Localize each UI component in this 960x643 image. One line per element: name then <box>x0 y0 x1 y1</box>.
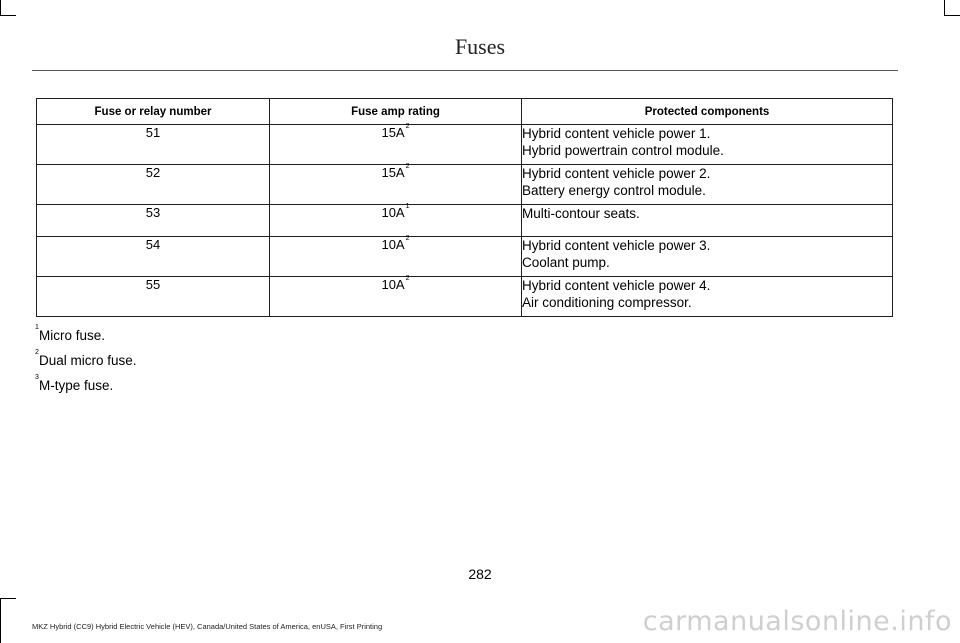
amp-rating-cell <box>270 122 522 165</box>
footnote-text: Dual micro fuse. <box>39 353 137 368</box>
page-title: Fuses <box>454 34 506 59</box>
footnote-ref: 2 <box>405 274 410 282</box>
component-line: Multi-contour seats. <box>522 206 640 221</box>
table-row <box>37 165 893 205</box>
column-header-components: Protected components <box>522 99 893 125</box>
fuse-number: 51 <box>37 125 270 165</box>
table-row <box>37 277 893 317</box>
table-row <box>37 125 893 165</box>
crop-mark-top-right-h <box>944 15 960 16</box>
crop-mark-top-left <box>0 0 1 16</box>
fuse-number: 53 <box>37 205 270 237</box>
footnotes <box>36 326 137 401</box>
component-line: Hybrid content vehicle power 4. <box>522 278 711 293</box>
component-line: Air conditioning compressor. <box>522 295 692 310</box>
fuse-number: 52 <box>37 165 270 205</box>
amp-rating: 10A <box>381 237 405 252</box>
footnote-ref: 1 <box>405 202 410 210</box>
amp-rating-cell <box>270 162 522 205</box>
footnote <box>36 351 137 376</box>
footnote <box>36 326 137 351</box>
amp-rating-cell <box>270 202 522 237</box>
footnote-ref: 2 <box>405 162 410 170</box>
footnote-mark: 2 <box>35 349 39 356</box>
component-line: Coolant pump. <box>522 255 610 270</box>
title-divider <box>32 70 898 71</box>
footnote <box>36 376 137 401</box>
protected-components <box>522 277 893 317</box>
protected-components <box>522 205 893 237</box>
table-header-row <box>37 99 893 125</box>
footnote-text: Micro fuse. <box>39 328 106 343</box>
crop-mark-top-left-h <box>0 15 16 16</box>
column-header-number: Fuse or relay number <box>37 99 270 125</box>
crop-mark-bottom-left <box>0 598 1 643</box>
page-number: 282 <box>468 566 492 582</box>
protected-components <box>522 125 893 165</box>
watermark: carmanualsonline.info <box>642 606 952 637</box>
footnote-ref: 2 <box>405 122 410 130</box>
footnote-mark: 1 <box>35 324 39 331</box>
component-line: Hybrid content vehicle power 2. <box>522 166 711 181</box>
table-row <box>37 205 893 237</box>
column-header-amp: Fuse amp rating <box>270 99 522 125</box>
table-row <box>37 237 893 277</box>
fuse-number: 55 <box>37 277 270 317</box>
amp-rating-cell <box>270 234 522 277</box>
amp-rating: 15A <box>381 125 405 140</box>
document-footer: MKZ Hybrid (CC9) Hybrid Electric Vehicle (HEV), Canada/United States of America, enUSA, First Printing <box>32 622 383 631</box>
component-line: Hybrid powertrain control module. <box>522 143 724 158</box>
protected-components <box>522 237 893 277</box>
component-line: Battery energy control module. <box>522 183 706 198</box>
fuse-table <box>36 98 893 317</box>
component-line: Hybrid content vehicle power 3. <box>522 238 711 253</box>
amp-rating-cell <box>270 274 522 317</box>
footnote-mark: 3 <box>35 374 39 381</box>
component-line: Hybrid content vehicle power 1. <box>522 126 711 141</box>
protected-components <box>522 165 893 205</box>
crop-mark-top-right <box>944 0 945 16</box>
fuse-number: 54 <box>37 237 270 277</box>
crop-mark-bottom-left-h <box>0 598 16 599</box>
amp-rating: 10A <box>381 205 405 220</box>
amp-rating: 15A <box>381 165 405 180</box>
footnote-text: M-type fuse. <box>39 378 114 393</box>
amp-rating: 10A <box>381 277 405 292</box>
footnote-ref: 2 <box>405 234 410 242</box>
